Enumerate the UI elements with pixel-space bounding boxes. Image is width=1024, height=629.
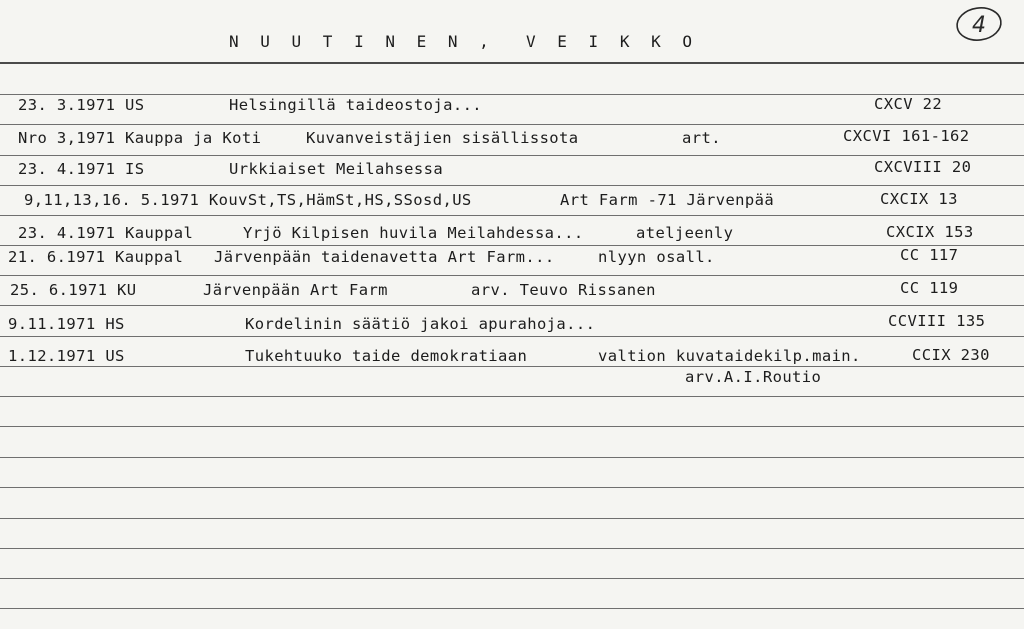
entry-title: Kordelinin säätiö jakoi apurahoja...	[245, 315, 596, 333]
ruled-line	[0, 305, 1024, 306]
entry-date: 23. 4.1971 IS	[18, 160, 145, 178]
entry-title: Tukehtuuko taide demokratiaan	[245, 347, 528, 365]
entry-continuation: arv.A.I.Routio	[685, 368, 822, 386]
entry-ref: CXCV 22	[874, 95, 943, 113]
ruled-line	[0, 94, 1024, 95]
entry-title: Järvenpään Art Farm	[203, 281, 388, 299]
entry-note: art.	[682, 129, 721, 147]
entry-title: Art Farm -71 Järvenpää	[560, 191, 775, 209]
card-number-circle	[954, 4, 1004, 42]
ruled-line	[0, 124, 1024, 125]
entry-date: 21. 6.1971 Kauppal	[8, 248, 184, 266]
ruled-line	[0, 487, 1024, 488]
entry-note: nlyyn osall.	[598, 248, 715, 266]
card-heading: N U U T I N E N , V E I K K O	[229, 32, 698, 51]
entry-ref: CXCIX 153	[886, 223, 974, 241]
ruled-line	[0, 396, 1024, 397]
ruled-line	[0, 155, 1024, 156]
header-rule	[0, 62, 1024, 64]
entry-ref: CCIX 230	[912, 346, 990, 364]
ruled-line	[0, 608, 1024, 609]
entry-date: 25. 6.1971 KU	[10, 281, 137, 299]
entry-title: Helsingillä taideostoja...	[229, 96, 483, 114]
ruled-line	[0, 185, 1024, 186]
entry-title: Järvenpään taidenavetta Art Farm...	[214, 248, 555, 266]
entry-date: 23. 3.1971 US	[18, 96, 145, 114]
ruled-line	[0, 336, 1024, 337]
entry-note: arv. Teuvo Rissanen	[471, 281, 656, 299]
ruled-line	[0, 366, 1024, 367]
entry-ref: CCVIII 135	[888, 312, 986, 330]
entry-title: Urkkiaiset Meilahsessa	[229, 160, 444, 178]
ruled-line	[0, 578, 1024, 579]
entry-ref: CXCVI 161-162	[843, 127, 970, 145]
entry-date: 9,11,13,16. 5.1971 KouvSt,TS,HämSt,HS,SSosd,US	[24, 191, 472, 209]
entry-ref: CC 117	[900, 246, 959, 264]
ruled-line	[0, 215, 1024, 216]
ruled-line	[0, 426, 1024, 427]
card-number: 4	[972, 13, 986, 38]
ruled-line	[0, 548, 1024, 549]
ruled-line	[0, 245, 1024, 246]
entry-title: Kuvanveistäjien sisällissota	[306, 129, 579, 147]
entry-date: 9.11.1971 HS	[8, 315, 125, 333]
entry-title: Yrjö Kilpisen huvila Meilahdessa...	[243, 224, 584, 242]
entry-ref: CXCIX 13	[880, 190, 958, 208]
entry-date: 1.12.1971 US	[8, 347, 125, 365]
entry-note: valtion kuvataidekilp.main.	[598, 347, 861, 365]
ruled-line	[0, 518, 1024, 519]
entry-date: 23. 4.1971 Kauppal	[18, 224, 194, 242]
ruled-line	[0, 457, 1024, 458]
entry-note: ateljeenly	[636, 224, 734, 242]
entry-ref: CC 119	[900, 279, 959, 297]
entry-date: Nro 3,1971 Kauppa ja Koti	[18, 129, 262, 147]
entry-ref: CXCVIII 20	[874, 158, 972, 176]
ruled-line	[0, 275, 1024, 276]
